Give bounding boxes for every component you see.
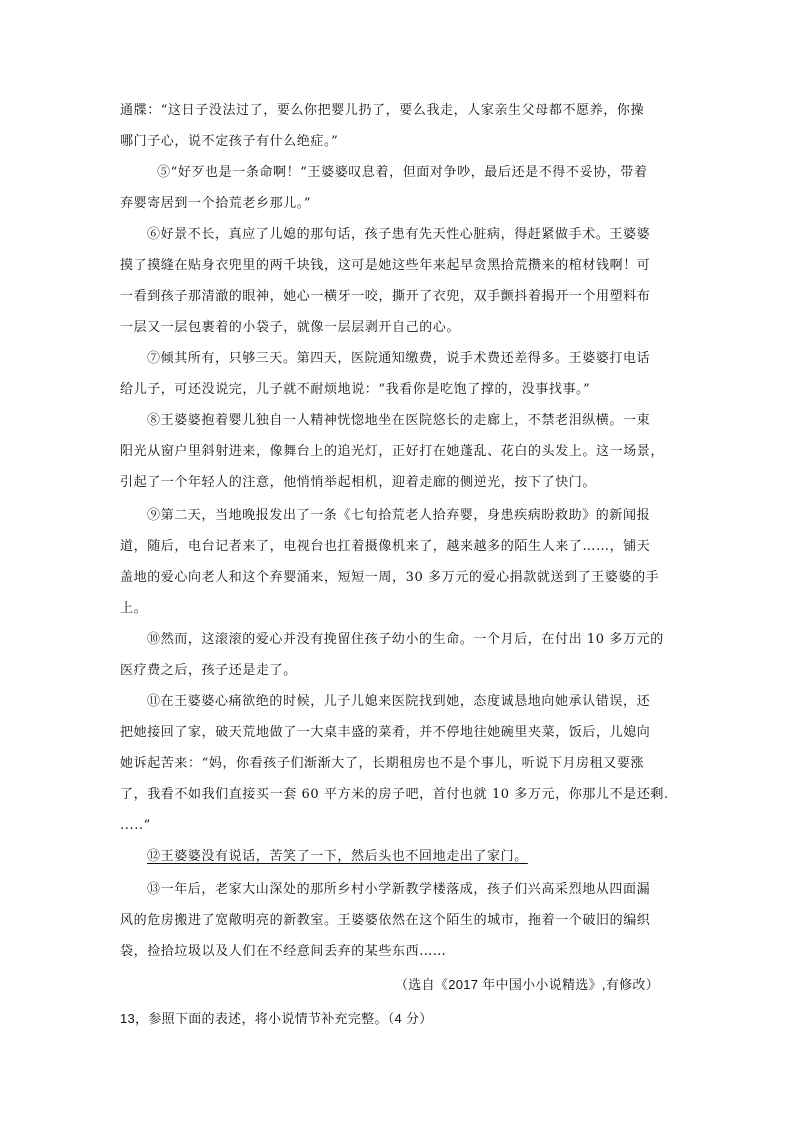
text-line: 上。 bbox=[120, 601, 148, 616]
text-line: ⑬一年后，老家大山深处的那所乡村小学新教学楼落成，孩子们兴高采烈地从四面漏 bbox=[147, 882, 651, 897]
text-line: 了，我看不如我们直接买一套 60 平方米的房子吧，首付也就 10 多万元，你那儿不是还剩. bbox=[120, 787, 669, 802]
text-line: ⑩然而，这滚滚的爱心并没有挽留住孩子幼小的生命。一个月后，在付出 10 多万元的 bbox=[147, 632, 664, 647]
question-13: 13，参照下面的表述，将小说情节补充完整。（4 分） bbox=[120, 1011, 433, 1026]
text-line: ⑦倾其所有，只够三天。第四天，医院通知缴费，说手术费还差得多。王婆婆打电话 bbox=[147, 351, 651, 366]
text-line: 阳光从窗户里斜射进来，像舞台上的追光灯，正好打在她蓬乱、花白的头发上。这一场景， bbox=[120, 444, 665, 459]
text-line: ⑥好景不长，真应了儿媳的那句话，孩子患有先天性心脏病，得赶紧做手术。王婆婆 bbox=[147, 227, 651, 242]
text-line: 道，随后，电台记者来了，电视台也扛着摄像机来了，越来越多的陌生人来了……，铺天 bbox=[120, 539, 651, 554]
text-line bbox=[0, 848, 794, 866]
text-line: ⑨第二天，当地晚报发出了一条《七旬拾荒老人拾弃婴，身患疾病盼救助》的新闻报 bbox=[147, 508, 651, 523]
source-note: （选自《2017 年中国小小说精选》,有修改） bbox=[395, 977, 660, 992]
text-line: 盖地的爱心向老人和这个弃婴涌来，短短一周，30 多万元的爱心捐款就送到了王婆婆的手 bbox=[120, 570, 660, 585]
text-line: 袋，捡拾垃圾以及人们在不经意间丢弃的某些东西…… bbox=[120, 944, 447, 959]
text-line: ⑤“好歹也是一条命啊！”王婆婆叹息着，但面对争吵，最后还是不得不妥协，带着 bbox=[157, 165, 648, 180]
text-line: 摸了摸缝在贴身衣兜里的两千块钱，这可是她这些年来起早贪黑拾荒攒来的棺材钱啊！可 bbox=[120, 258, 651, 273]
text-line: ⑧王婆婆抱着婴儿独自一人精神恍惚地坐在医院悠长的走廊上，不禁老泪纵横。一束 bbox=[147, 413, 651, 428]
text-line: ⑪在王婆婆心痛欲绝的时候，儿子儿媳来医院找到她，态度诚恳地向她承认错误，还 bbox=[147, 694, 651, 709]
text-line: 引起了一个年轻人的注意，他悄悄举起相机，迎着走廊的侧逆光，按下了快门。 bbox=[120, 475, 597, 490]
underlined-sentence: ⑫王婆婆没有说话，苦笑了一下，然后头也不回地走出了家门。 bbox=[147, 849, 528, 864]
text-line: 一看到孩子那清澈的眼神，她心一横牙一咬，撕开了衣兜，双手颤抖着揭开一个用塑料布 bbox=[120, 289, 651, 304]
text-line: 把她接回了家，破天荒地做了一大桌丰盛的菜肴，并不停地往她碗里夹菜，饭后，儿媳向 bbox=[120, 725, 651, 740]
text-line: .....” bbox=[120, 818, 151, 833]
text-line: 给儿子，可还没说完，儿子就不耐烦地说：“我看你是吃饱了撑的，没事找事。” bbox=[120, 382, 591, 397]
text-line: 通牒：“这日子没法过了，要么你把婴儿扔了，要么我走，人家亲生父母都不愿养，你操 bbox=[120, 103, 645, 118]
text-line: 风的危房搬进了宽敞明亮的新教室。王婆婆依然在这个陌生的城市，拖着一个破旧的编织 bbox=[120, 913, 651, 928]
text-line: 她诉起苦来：“妈，你看孩子们渐渐大了，长期租房也不是个事儿，听说下月房租又要涨 bbox=[120, 756, 645, 771]
text-line: 弃婴寄居到一个拾荒老乡那儿。” bbox=[120, 196, 312, 211]
text-line: 医疗费之后，孩子还是走了。 bbox=[120, 663, 297, 678]
text-line: 哪门子心，说不定孩子有什么绝症。” bbox=[120, 134, 339, 149]
text-line: 一层又一层包裹着的小袋子，就像一层层剥开自己的心。 bbox=[120, 320, 461, 335]
